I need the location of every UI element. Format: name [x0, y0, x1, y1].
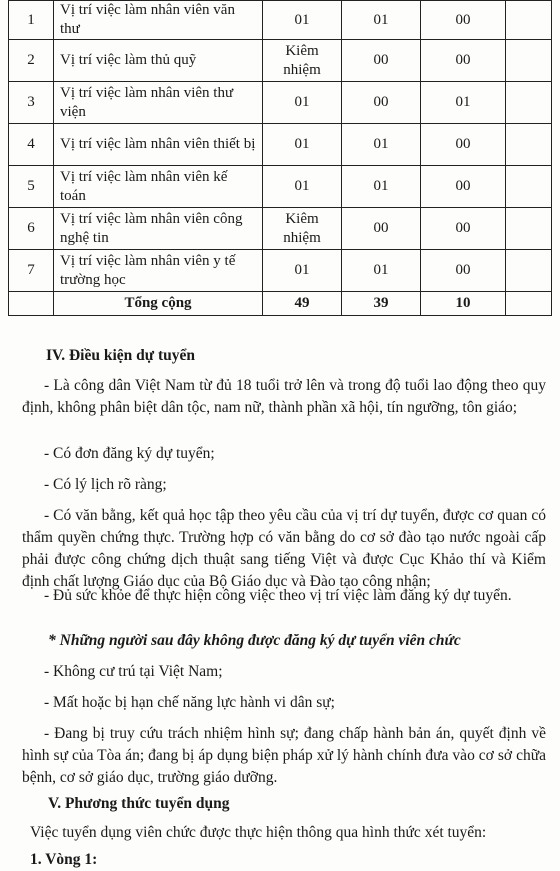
row-number: 2 [9, 40, 54, 82]
condition-application: - Có đơn đăng ký dự tuyển; [44, 445, 215, 462]
empty-cell [506, 124, 552, 166]
excluded-criminal: - Đang bị truy cứu trách nhiệm hình sự; đang chấp hành bản án, quyết định về hình sự của Tòa án; đang bị áp dụng biện pháp xử lý hành chính đưa vào cơ sở chữa bệnh, cơ sở giáo dục, trường giáo dưỡng. [22, 725, 546, 786]
empty-cell [506, 292, 552, 316]
count-col-1: 01 [263, 166, 342, 208]
condition-citizen: - Là công dân Việt Nam từ đủ 18 tuổi trở lên và trong độ tuổi lao động theo quy định, không phân biệt dân tộc, nam nữ, thành phần xã hội, tín ngưỡng, tôn giáo; [22, 377, 546, 416]
total-col-1: 49 [263, 292, 342, 316]
empty-cell [506, 250, 552, 292]
excluded-residence: - Không cư trú tại Việt Nam; [44, 663, 223, 680]
row-number: 5 [9, 166, 54, 208]
count-col-3: 00 [421, 208, 506, 250]
count-col-2: 01 [342, 250, 421, 292]
excluded-heading: * Những người sau đây không được đăng ký dự tuyển viên chức [48, 632, 461, 649]
total-col-2: 39 [342, 292, 421, 316]
total-row [9, 292, 552, 316]
row-number: 6 [9, 208, 54, 250]
row-number: 7 [9, 250, 54, 292]
count-col-2: 00 [342, 82, 421, 124]
condition-background: - Có lý lịch rõ ràng; [44, 476, 167, 493]
empty-cell [506, 166, 552, 208]
staffing-table [8, 0, 552, 316]
count-col-2: 00 [342, 40, 421, 82]
round-1-heading: 1. Vòng 1: [30, 851, 98, 868]
count-col-1: Kiêm nhiệm [263, 208, 342, 250]
count-col-3: 00 [421, 1, 506, 40]
empty-cell [506, 40, 552, 82]
total-stt [9, 292, 54, 316]
count-col-3: 01 [421, 82, 506, 124]
count-col-1: 01 [263, 82, 342, 124]
count-col-3: 00 [421, 250, 506, 292]
total-label: Tổng cộng [54, 292, 263, 316]
position-name: Vị trí việc làm nhân viên thư viện [54, 82, 263, 124]
count-col-1: 01 [263, 124, 342, 166]
table-row [9, 250, 552, 292]
section-v-intro: Việc tuyển dụng viên chức được thực hiện thông qua hình thức xét tuyển: [30, 824, 487, 841]
table-row [9, 124, 552, 166]
section-iv-heading: IV. Điều kiện dự tuyển [46, 347, 195, 364]
empty-cell [506, 208, 552, 250]
table-row [9, 208, 552, 250]
count-col-1: 01 [263, 250, 342, 292]
empty-cell [506, 1, 552, 40]
table-row [9, 40, 552, 82]
condition-degree: - Có văn bằng, kết quả học tập theo yêu cầu của vị trí dự tuyển, được cơ quan có thẩm quyền chứng thực. Trường hợp có văn bằng do cơ sở đào tạo nước ngoài cấp phải được công chứng dịch thuật sang tiếng Việt và được Cục Khảo thí và Kiểm định chất lượng Giáo dục của Bộ Giáo dục và Đào tạo công nhận; [22, 507, 546, 590]
table-row [9, 1, 552, 40]
count-col-2: 00 [342, 208, 421, 250]
condition-health: - Đủ sức khỏe để thực hiện công việc theo vị trí việc làm đăng ký dự tuyển. [44, 587, 512, 604]
position-name: Vị trí việc làm nhân viên thiết bị [54, 124, 263, 166]
count-col-3: 00 [421, 40, 506, 82]
count-col-1: Kiêm nhiệm [263, 40, 342, 82]
row-number: 3 [9, 82, 54, 124]
count-col-1: 01 [263, 1, 342, 40]
count-col-3: 00 [421, 166, 506, 208]
position-name: Vị trí việc làm nhân viên công nghệ tin [54, 208, 263, 250]
position-name: Vị trí việc làm nhân viên văn thư [54, 1, 263, 40]
table-row [9, 82, 552, 124]
total-col-3: 10 [421, 292, 506, 316]
position-name: Vị trí việc làm nhân viên kế toán [54, 166, 263, 208]
count-col-3: 00 [421, 124, 506, 166]
count-col-2: 01 [342, 124, 421, 166]
section-v-heading: V. Phương thức tuyển dụng [48, 795, 230, 812]
position-name: Vị trí việc làm nhân viên y tế trường học [54, 250, 263, 292]
count-col-2: 01 [342, 166, 421, 208]
table-row [9, 166, 552, 208]
count-col-2: 01 [342, 1, 421, 40]
excluded-capacity: - Mất hoặc bị hạn chế năng lực hành vi dân sự; [44, 694, 335, 711]
empty-cell [506, 82, 552, 124]
row-number: 4 [9, 124, 54, 166]
row-number: 1 [9, 1, 54, 40]
position-name: Vị trí việc làm thủ quỹ [54, 40, 263, 82]
